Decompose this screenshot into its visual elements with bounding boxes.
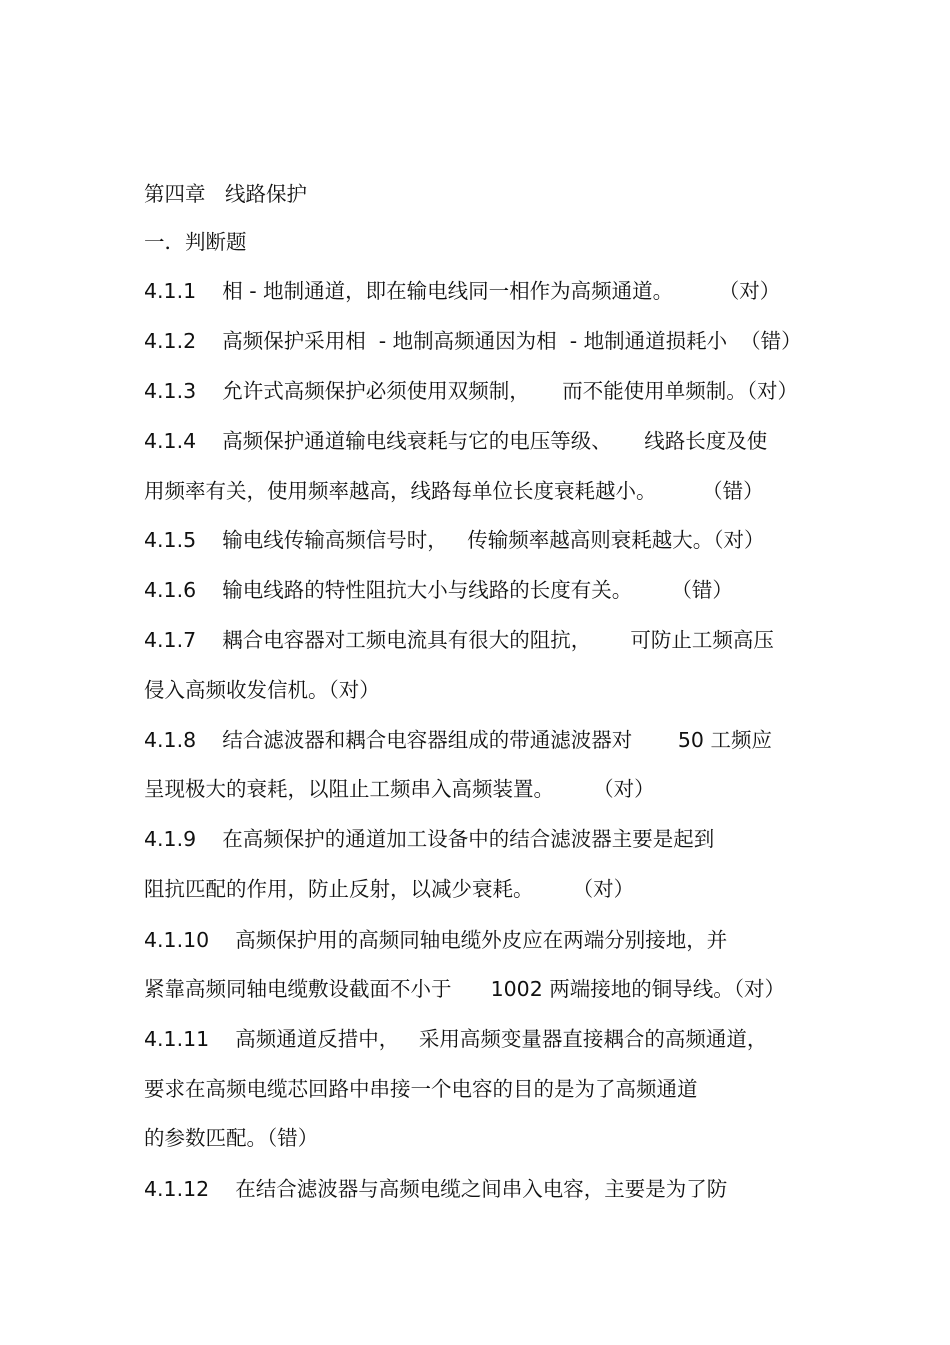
text-line: 紧靠高频同轴电缆敷设截面不小于 1002 两端接地的铜导线。（对）: [144, 977, 786, 1001]
text-line: 侵入高频收发信机。（对）: [144, 678, 380, 702]
text-line: 4.1.6 输电线路的特性阻抗大小与线路的长度有关。 （错）: [144, 578, 733, 602]
chapter-title: 第四章 线路保护: [144, 182, 308, 206]
text-line: 4.1.11 高频通道反措中， 采用高频变量器直接耦合的高频通道，: [144, 1027, 768, 1051]
text-line: 4.1.8 结合滤波器和耦合电容器组成的带通滤波器对 50 工频应: [144, 728, 772, 752]
text-line: 呈现极大的衰耗，以阻止工频串入高频装置。 （对）: [144, 777, 655, 801]
text-line: 4.1.1 相 - 地制通道，即在输电线同一相作为高频通道。 （对）: [144, 279, 781, 303]
text-line: 4.1.12 在结合滤波器与高频电缆之间串入电容，主要是为了防: [144, 1177, 728, 1201]
text-line: 4.1.9 在高频保护的通道加工设备中的结合滤波器主要是起到: [144, 827, 715, 851]
text-line: 4.1.7 耦合电容器对工频电流具有很大的阻抗， 可防止工频高压: [144, 628, 774, 652]
text-line: 4.1.3 允许式高频保护必须使用双频制， 而不能使用单频制。（对）: [144, 379, 799, 403]
text-line: 4.1.10 高频保护用的高频同轴电缆外皮应在两端分别接地，并: [144, 928, 728, 952]
section-title: 一．判断题: [144, 230, 247, 254]
text-line: 4.1.5 输电线传输高频信号时， 传输频率越高则衰耗越大。（对）: [144, 528, 765, 552]
text-line: 阻抗匹配的作用，防止反射，以减少衰耗。 （对）: [144, 877, 635, 901]
text-line: 用频率有关，使用频率越高，线路每单位长度衰耗越小。 （错）: [144, 479, 764, 503]
text-line: 4.1.4 高频保护通道输电线衰耗与它的电压等级、 线路长度及使: [144, 429, 768, 453]
text-line: 的参数匹配。（错）: [144, 1126, 319, 1150]
text-line: 4.1.2 高频保护采用相 - 地制高频通因为相 - 地制通道损耗小 （错）: [144, 329, 802, 353]
text-line: 要求在高频电缆芯回路中串接一个电容的目的是为了高频通道: [144, 1077, 698, 1101]
